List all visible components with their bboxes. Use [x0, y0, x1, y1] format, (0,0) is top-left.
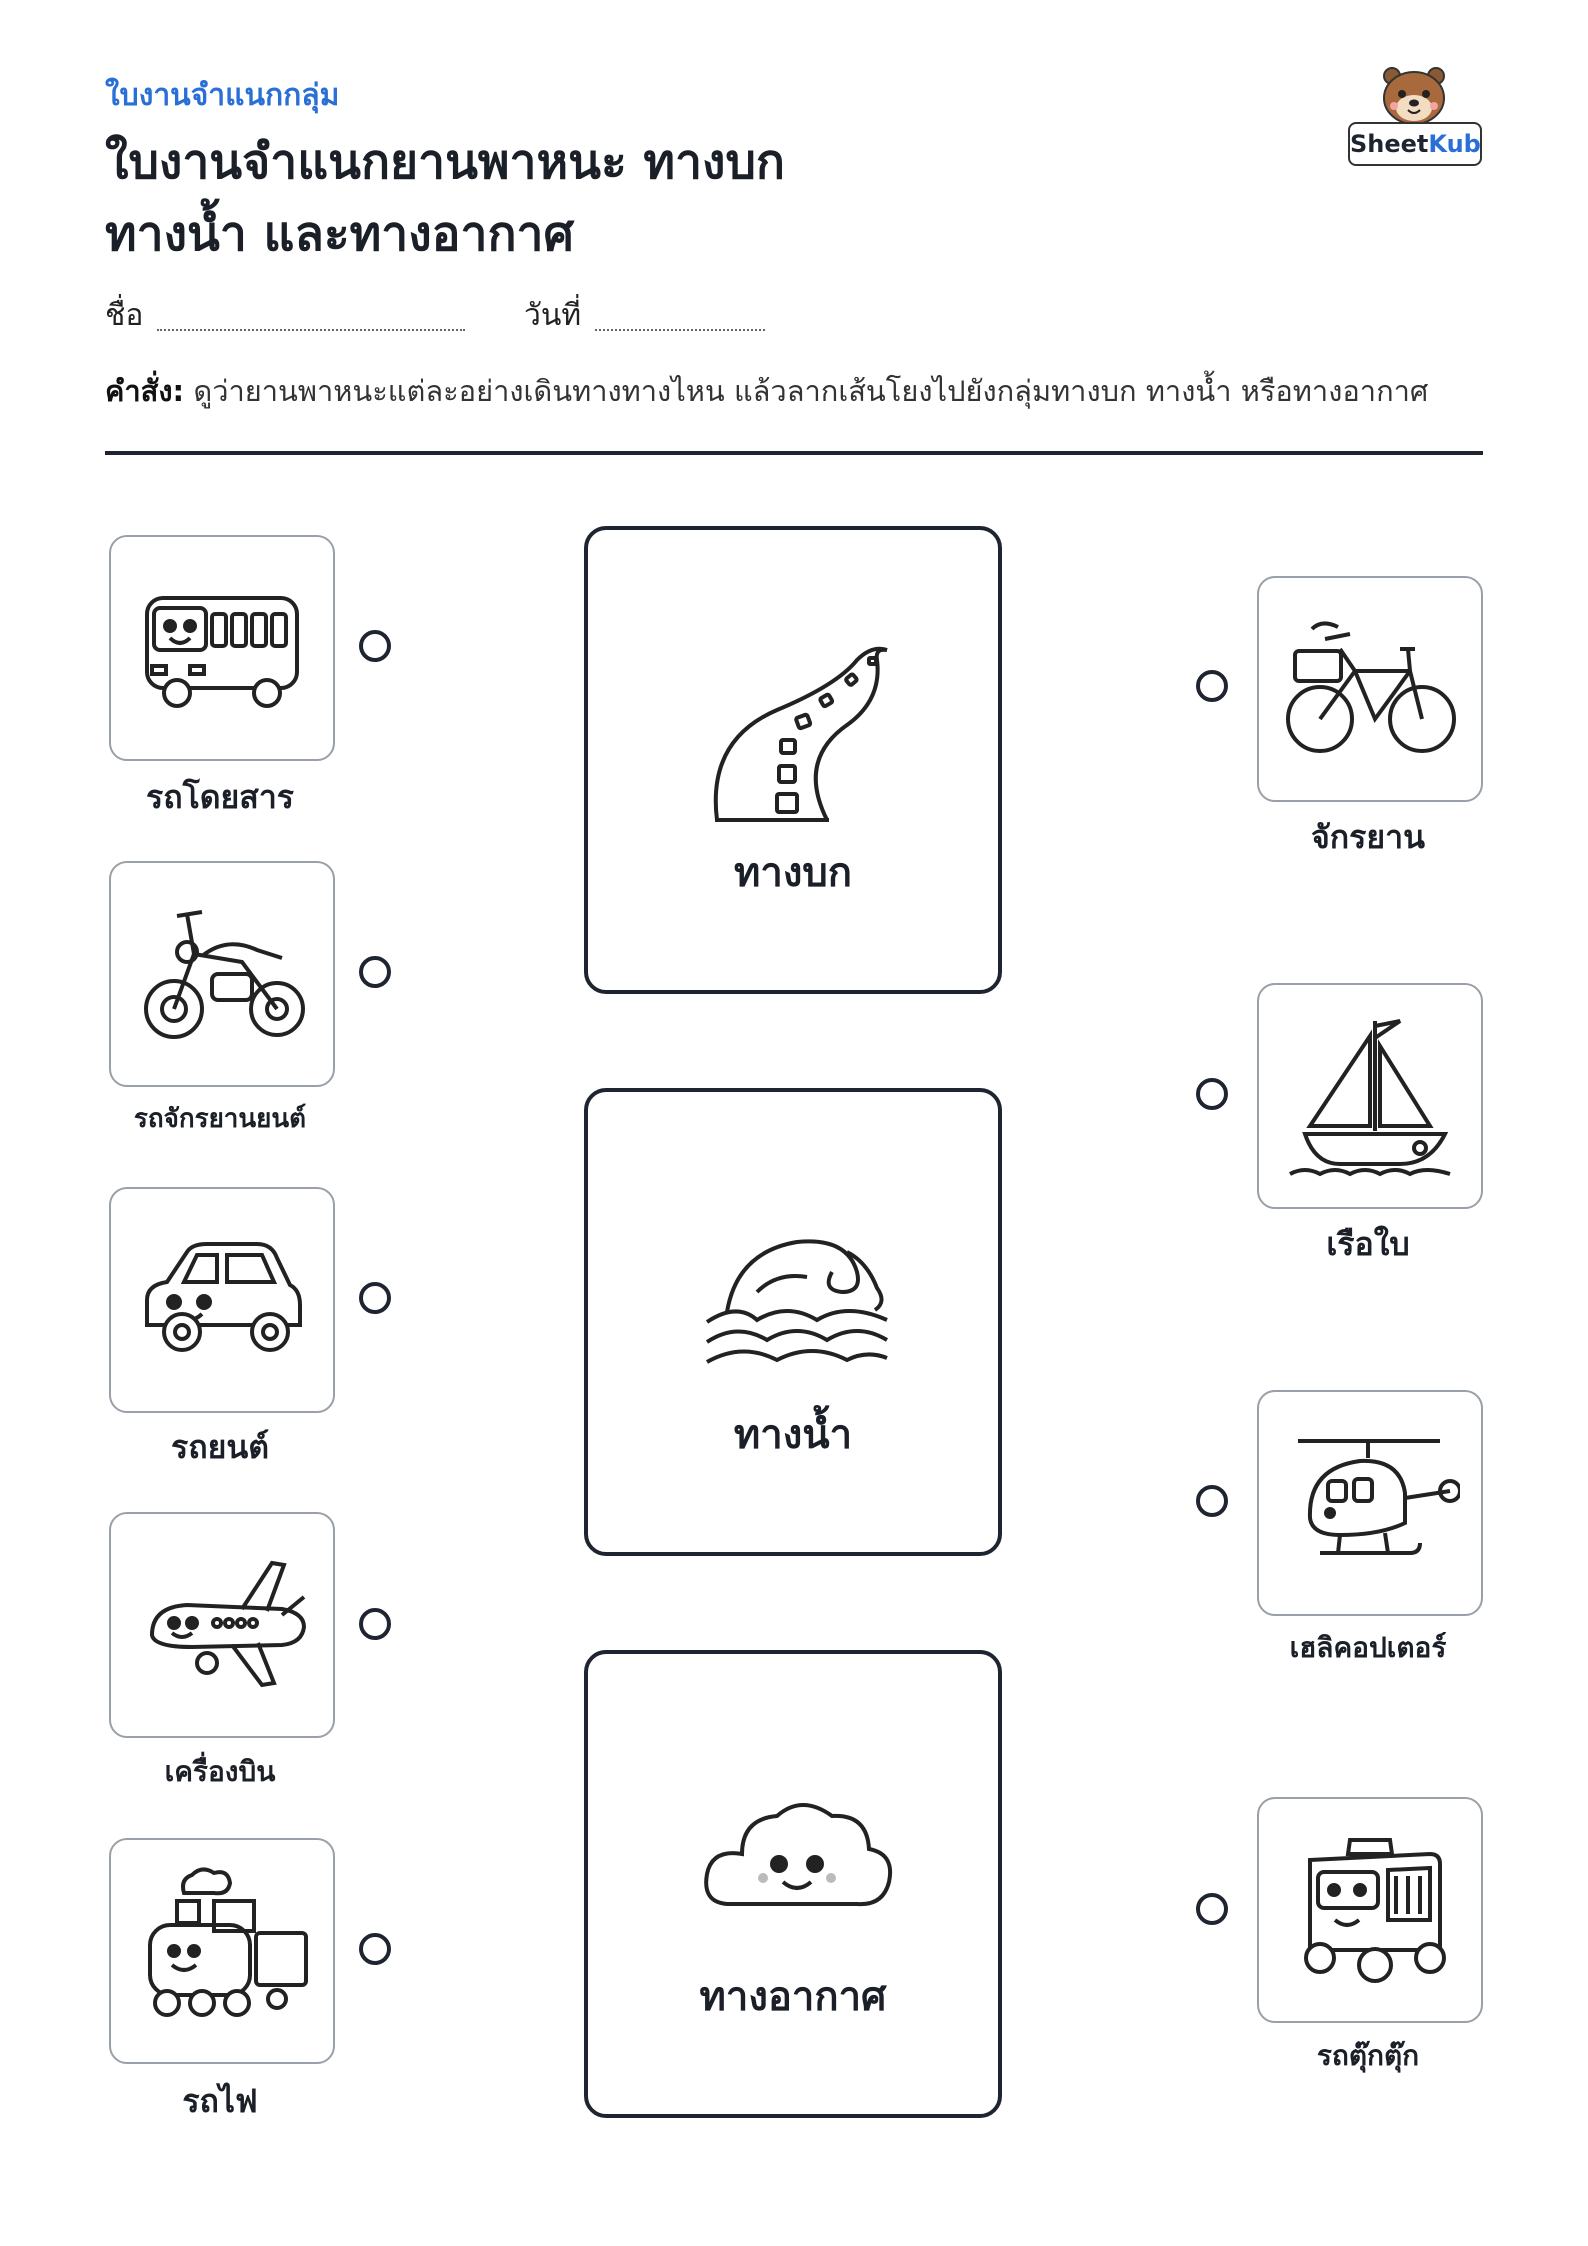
vehicle-label-bicycle: จักรยาน — [1311, 818, 1425, 856]
cloud-icon — [697, 1754, 897, 1954]
worksheet-subtitle: ใบงานจำแนกกลุ่ม — [105, 78, 340, 113]
vehicle-card-motorcycle — [109, 861, 335, 1087]
connect-dot-helicopter[interactable] — [1196, 1485, 1228, 1517]
helicopter-icon — [1280, 1413, 1460, 1593]
connect-dot-sailboat[interactable] — [1196, 1078, 1228, 1110]
logo-sheet-text: Sheet — [1350, 130, 1429, 158]
connect-dot-motorcycle[interactable] — [359, 956, 391, 988]
train-icon — [132, 1861, 312, 2041]
vehicle-label-car: รถยนต์ — [171, 1428, 269, 1466]
vehicle-label-airplane: เครื่องบิน — [164, 1755, 276, 1788]
instruction-label: คำสั่ง: — [105, 374, 185, 408]
vehicle-card-bus — [109, 535, 335, 761]
date-label: วันที่ — [524, 298, 582, 333]
vehicle-label-motorcycle: รถจักรยานยนต์ — [133, 1104, 307, 1134]
bicycle-icon — [1280, 599, 1460, 779]
bus-icon — [132, 558, 312, 738]
motorcycle-icon — [132, 884, 312, 1064]
wave-icon — [697, 1192, 897, 1392]
connect-dot-bus[interactable] — [359, 630, 391, 662]
airplane-icon — [132, 1535, 312, 1715]
vehicle-label-tuktuk: รถตุ๊กตุ๊ก — [1316, 2039, 1420, 2072]
vehicle-card-sailboat — [1257, 983, 1483, 1209]
worksheet-title: ใบงานจำแนกยานพาหนะ ทางบก ทางน้ำ และทางอากาศ — [105, 134, 785, 262]
header-divider — [105, 451, 1483, 455]
name-field[interactable] — [105, 292, 465, 339]
vehicle-card-tuktuk — [1257, 1797, 1483, 2023]
connect-dot-airplane[interactable] — [359, 1608, 391, 1640]
sailboat-icon — [1280, 1006, 1460, 1186]
name-label: ชื่อ — [105, 298, 144, 333]
vehicle-card-airplane — [109, 1512, 335, 1738]
tuktuk-icon — [1280, 1820, 1460, 2000]
date-line[interactable] — [595, 329, 765, 331]
vehicle-label-bus: รถโดยสาร — [146, 778, 294, 816]
logo-wordmark — [1348, 122, 1482, 166]
name-line[interactable] — [157, 329, 465, 331]
vehicle-label-train: รถไฟ — [182, 2082, 258, 2120]
vehicle-label-sailboat: เรือใบ — [1326, 1225, 1410, 1263]
date-field[interactable] — [524, 292, 765, 339]
vehicle-card-car — [109, 1187, 335, 1413]
vehicle-card-train — [109, 1838, 335, 2064]
connect-dot-train[interactable] — [359, 1933, 391, 1965]
category-box-water[interactable] — [584, 1088, 1002, 1556]
category-title-air: ทางอากาศ — [699, 1974, 887, 2020]
logo-kub-text: Kub — [1428, 130, 1481, 158]
road-icon — [697, 630, 897, 830]
vehicle-card-bicycle — [1257, 576, 1483, 802]
category-box-air[interactable] — [584, 1650, 1002, 2118]
category-title-water: ทางน้ำ — [733, 1412, 853, 1458]
category-box-land[interactable] — [584, 526, 1002, 994]
vehicle-label-helicopter: เฮลิคอปเตอร์ — [1289, 1631, 1447, 1664]
car-icon — [132, 1210, 312, 1390]
instruction-text: ดูว่ายานพาหนะแต่ละอย่างเดินทางทางไหน แล้วลากเส้นโยงไปยังกลุ่มทางบก ทางน้ำ หรือทางอากาศ — [193, 374, 1429, 408]
connect-dot-bicycle[interactable] — [1196, 670, 1228, 702]
connect-dot-car[interactable] — [359, 1282, 391, 1314]
sheetkub-logo — [1344, 62, 1484, 168]
vehicle-card-helicopter — [1257, 1390, 1483, 1616]
category-title-land: ทางบก — [734, 850, 852, 896]
instructions — [105, 368, 1428, 414]
connect-dot-tuktuk[interactable] — [1196, 1893, 1228, 1925]
